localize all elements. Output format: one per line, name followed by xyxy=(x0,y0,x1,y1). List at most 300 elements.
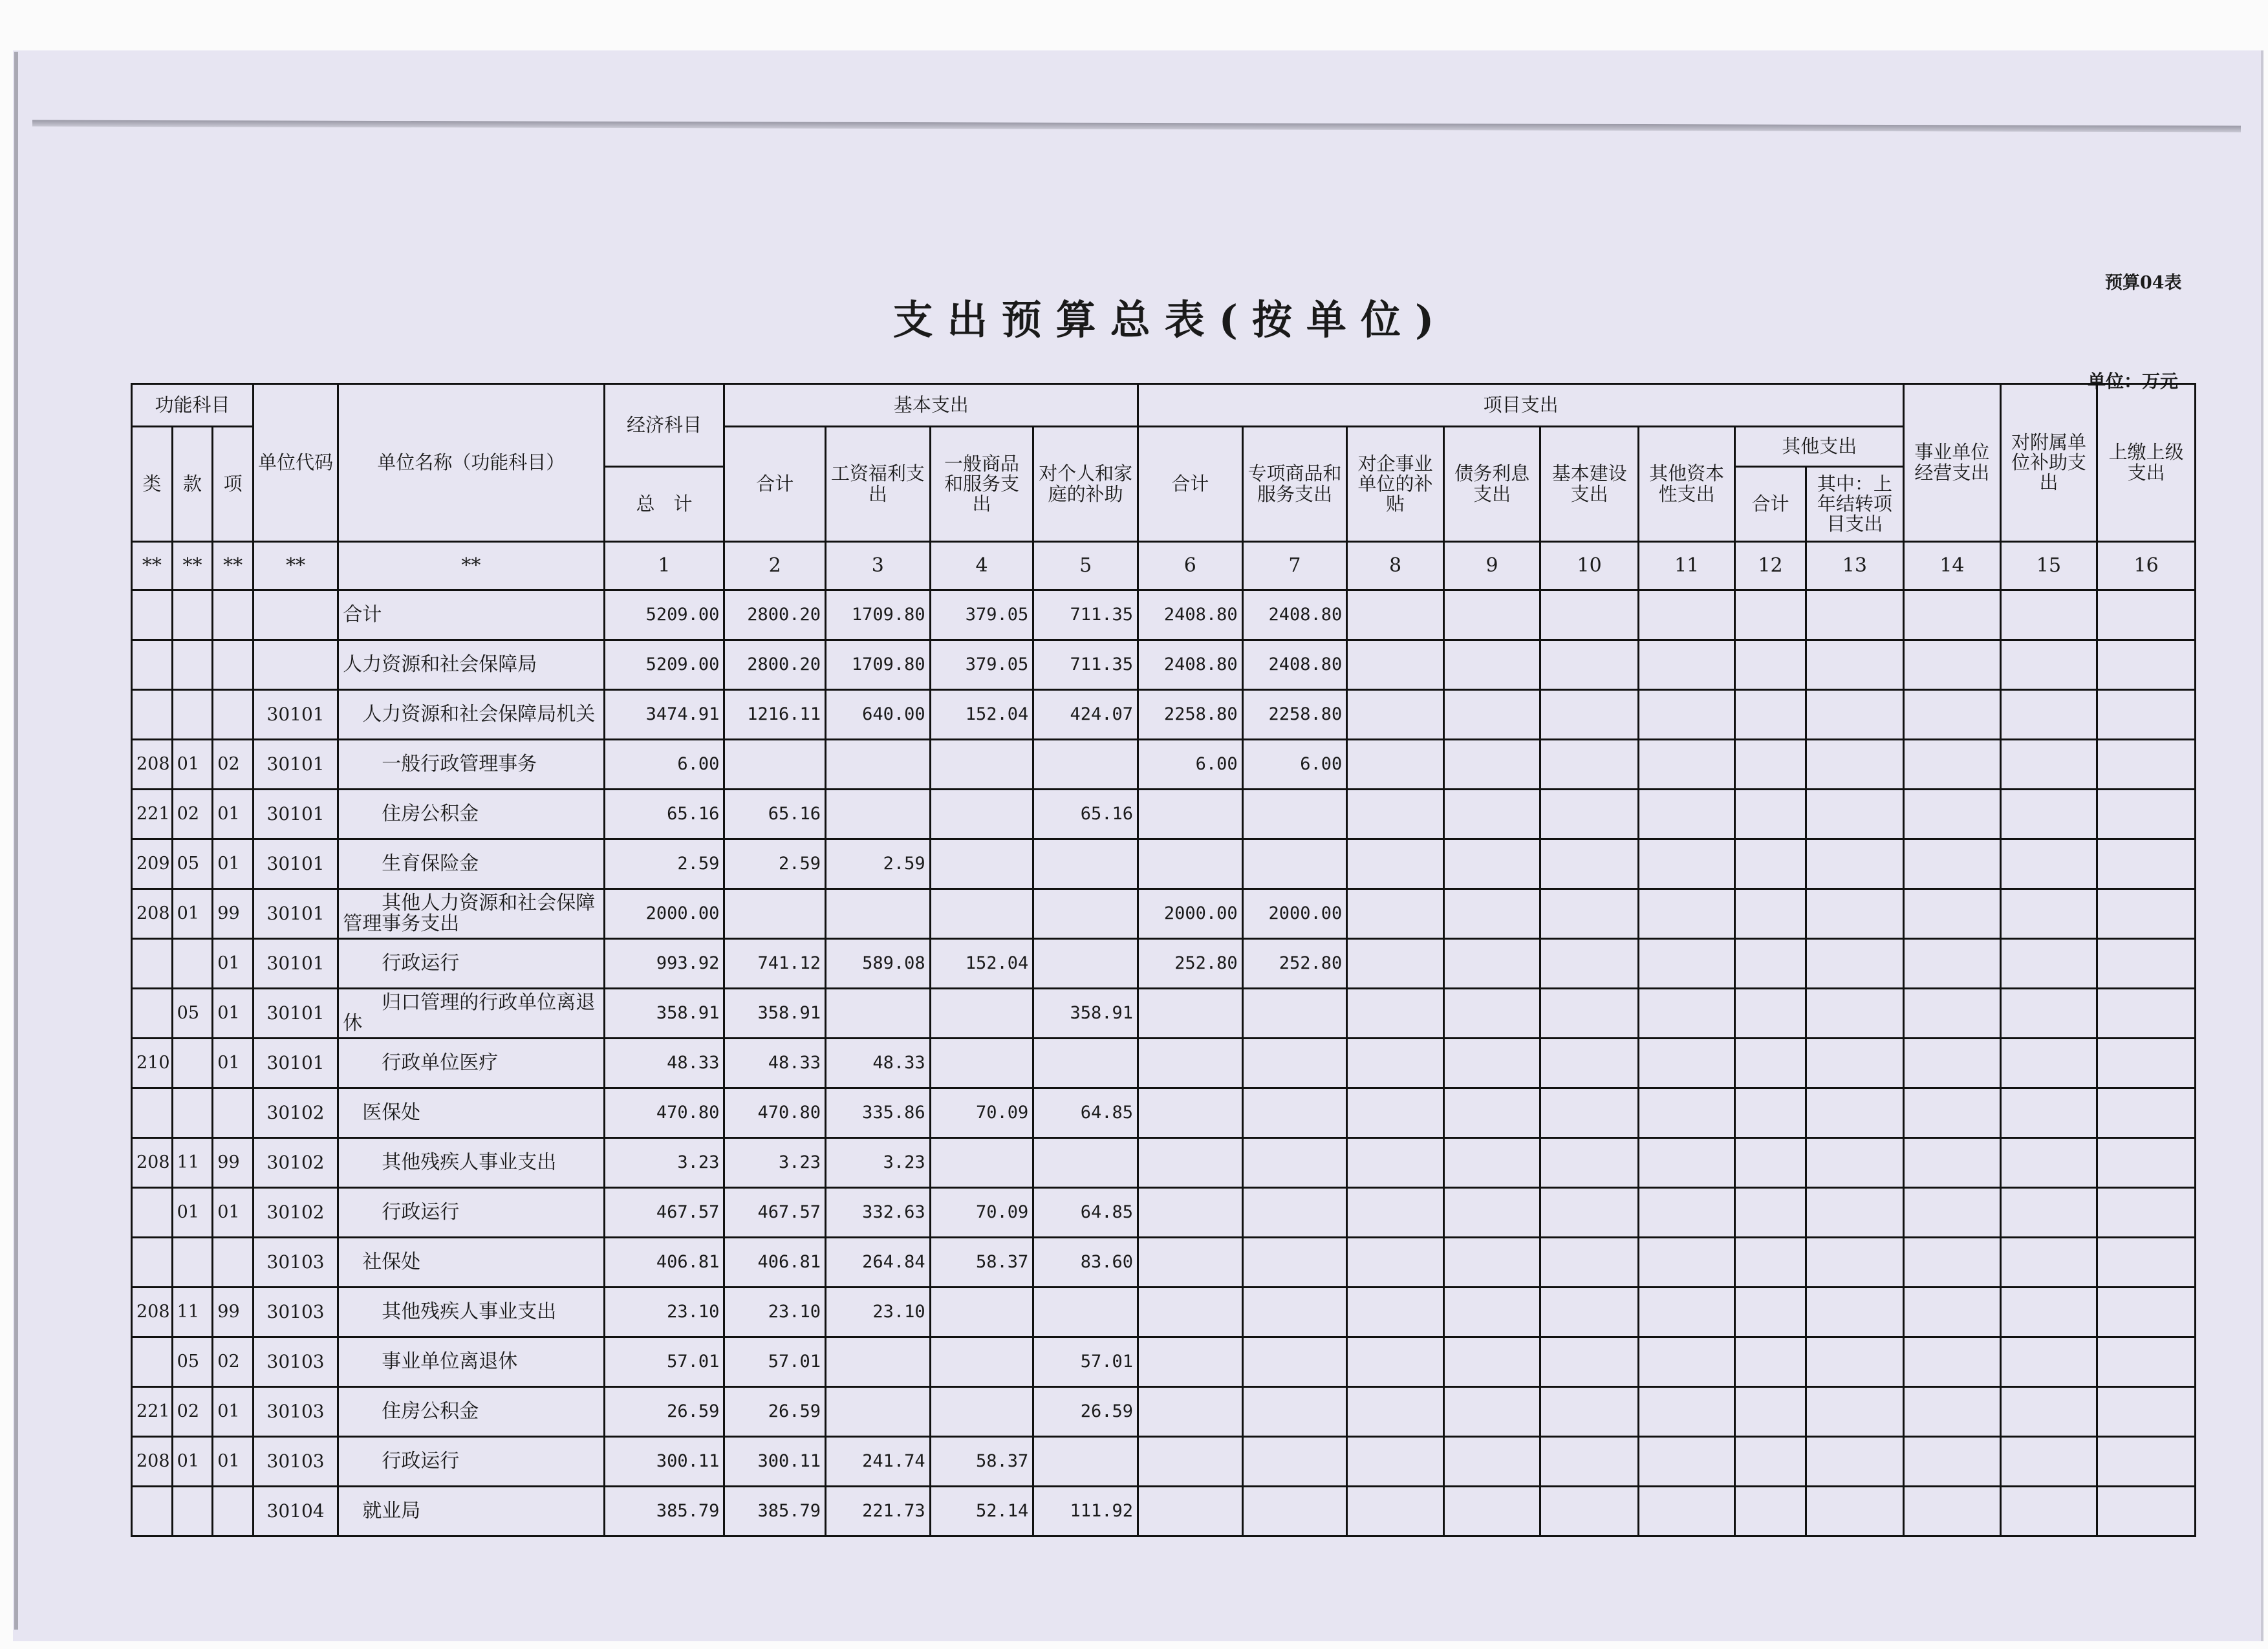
empty-cell xyxy=(1806,1088,1904,1138)
unit-code-cell: 30102 xyxy=(253,1088,338,1138)
empty-cell xyxy=(1347,839,1444,889)
special-goods-cell xyxy=(1242,1437,1347,1487)
kuan-cell: 05 xyxy=(172,839,213,889)
empty-cell xyxy=(2000,939,2097,989)
empty-cell xyxy=(1443,790,1540,839)
empty-cell xyxy=(1347,939,1444,989)
goods-services-cell: 52.14 xyxy=(930,1487,1033,1536)
total-cell: 3474.91 xyxy=(604,690,724,740)
empty-cell xyxy=(2097,740,2196,790)
lei-cell xyxy=(132,939,173,989)
salary-cell: 3.23 xyxy=(826,1138,931,1188)
empty-cell xyxy=(1540,1437,1639,1487)
column-index-cell: 4 xyxy=(930,542,1033,590)
unit-label: 单位：万元 xyxy=(2088,371,2179,392)
salary-cell: 48.33 xyxy=(826,1039,931,1088)
unit-name-cell: 事业单位离退休 xyxy=(338,1337,604,1387)
total-cell: 2.59 xyxy=(604,839,724,889)
lei-cell: 208 xyxy=(132,889,173,939)
empty-cell xyxy=(1443,1288,1540,1337)
kuan-cell: 01 xyxy=(172,1188,213,1238)
empty-cell xyxy=(1347,740,1444,790)
salary-cell xyxy=(826,1387,931,1437)
empty-cell xyxy=(1347,1487,1444,1536)
empty-cell xyxy=(1347,1288,1444,1337)
xiang-header: 项 xyxy=(213,427,254,542)
basic-sum-cell: 2800.20 xyxy=(724,590,826,640)
unit-name-cell: 就业局 xyxy=(338,1487,604,1536)
xiang-cell: 01 xyxy=(213,1188,254,1238)
empty-cell xyxy=(1735,690,1806,740)
empty-cell xyxy=(1540,1288,1639,1337)
kuan-cell: 05 xyxy=(172,1337,213,1387)
empty-cell xyxy=(1347,790,1444,839)
empty-cell xyxy=(1638,790,1735,839)
empty-cell xyxy=(2097,640,2196,690)
lei-cell xyxy=(132,640,173,690)
empty-cell xyxy=(2097,1188,2196,1238)
construction-header: 基本建设支出 xyxy=(1540,427,1639,542)
unit-name-cell: 归口管理的行政单位离退休 xyxy=(338,989,604,1039)
salary-cell: 23.10 xyxy=(826,1288,931,1337)
budget-table xyxy=(131,383,2196,1537)
column-index-cell: ** xyxy=(253,542,338,590)
lei-cell: 221 xyxy=(132,1387,173,1437)
project-sum-cell: 2000.00 xyxy=(1138,889,1242,939)
empty-cell xyxy=(1904,1088,2001,1138)
personal-subsidy-cell: 65.16 xyxy=(1033,790,1138,839)
empty-cell xyxy=(1540,740,1639,790)
table-row xyxy=(132,690,2196,740)
goods-services-cell: 379.05 xyxy=(930,590,1033,640)
empty-cell xyxy=(2097,839,2196,889)
unit-name-cell: 行政运行 xyxy=(338,1188,604,1238)
empty-cell xyxy=(1347,1039,1444,1088)
empty-cell xyxy=(2000,690,2097,740)
empty-cell xyxy=(1806,1337,1904,1387)
empty-cell xyxy=(1904,1039,2001,1088)
xiang-cell: 01 xyxy=(213,1437,254,1487)
econ-subject-header: 经济科目 xyxy=(604,384,724,467)
personal-subsidy-cell: 711.35 xyxy=(1033,590,1138,640)
column-index-cell: 8 xyxy=(1347,542,1444,590)
lei-cell xyxy=(132,1238,173,1288)
xiang-cell: 01 xyxy=(213,1387,254,1437)
kuan-cell xyxy=(172,1088,213,1138)
special-goods-cell: 252.80 xyxy=(1242,939,1347,989)
empty-cell xyxy=(2000,590,2097,640)
table-row xyxy=(132,1487,2196,1536)
personal-subsidy-cell: 358.91 xyxy=(1033,989,1138,1039)
salary-cell: 221.73 xyxy=(826,1487,931,1536)
table-row xyxy=(132,590,2196,640)
xiang-cell xyxy=(213,1238,254,1288)
other-capital-header: 其他资本性支出 xyxy=(1638,427,1735,542)
basic-sum-cell: 2.59 xyxy=(724,839,826,889)
basic-sum-cell: 57.01 xyxy=(724,1337,826,1387)
special-goods-cell xyxy=(1242,1238,1347,1288)
table-row xyxy=(132,1387,2196,1437)
empty-cell xyxy=(1806,839,1904,889)
project-sum-cell xyxy=(1138,1238,1242,1288)
unit-code-cell: 30102 xyxy=(253,1188,338,1238)
empty-cell xyxy=(1638,690,1735,740)
empty-cell xyxy=(1735,740,1806,790)
basic-sum-cell: 300.11 xyxy=(724,1437,826,1487)
empty-cell xyxy=(1347,590,1444,640)
table-row xyxy=(132,939,2196,989)
empty-cell xyxy=(1347,1138,1444,1188)
empty-cell xyxy=(1904,1487,2001,1536)
empty-cell xyxy=(1443,839,1540,889)
special-goods-cell xyxy=(1242,1288,1347,1337)
salary-cell: 589.08 xyxy=(826,939,931,989)
salary-cell: 2.59 xyxy=(826,839,931,889)
kuan-cell xyxy=(172,939,213,989)
unit-name-cell: 其他残疾人事业支出 xyxy=(338,1138,604,1188)
xiang-cell: 01 xyxy=(213,839,254,889)
empty-cell xyxy=(1735,1288,1806,1337)
column-index-cell: 10 xyxy=(1540,542,1639,590)
empty-cell xyxy=(1735,1387,1806,1437)
empty-cell xyxy=(1806,1288,1904,1337)
empty-cell xyxy=(1347,889,1444,939)
empty-cell xyxy=(1806,640,1904,690)
empty-cell xyxy=(1806,590,1904,640)
project-sum-cell xyxy=(1138,1337,1242,1387)
special-goods-cell xyxy=(1242,1337,1347,1387)
unit-code-cell: 30101 xyxy=(253,989,338,1039)
personal-subsidy-cell: 57.01 xyxy=(1033,1337,1138,1387)
kuan-cell: 02 xyxy=(172,1387,213,1437)
goods-services-cell xyxy=(930,889,1033,939)
empty-cell xyxy=(1443,889,1540,939)
project-sum-cell xyxy=(1138,839,1242,889)
lei-cell: 210 xyxy=(132,1039,173,1088)
empty-cell xyxy=(1904,1138,2001,1188)
empty-cell xyxy=(1806,690,1904,740)
total-cell: 57.01 xyxy=(604,1337,724,1387)
kuan-cell: 01 xyxy=(172,740,213,790)
project-sum-cell xyxy=(1138,1288,1242,1337)
personal-subsidy-cell xyxy=(1033,939,1138,989)
empty-cell xyxy=(1638,740,1735,790)
personal-subsidy-cell xyxy=(1033,889,1138,939)
empty-cell xyxy=(1540,1387,1639,1437)
empty-cell xyxy=(1735,1337,1806,1387)
empty-cell xyxy=(1904,1238,2001,1288)
empty-cell xyxy=(2097,1039,2196,1088)
empty-cell xyxy=(2097,1337,2196,1387)
goods-services-cell: 70.09 xyxy=(930,1188,1033,1238)
basic-sum-cell: 1216.11 xyxy=(724,690,826,740)
personal-subsidy-cell: 26.59 xyxy=(1033,1387,1138,1437)
goods-services-cell: 152.04 xyxy=(930,939,1033,989)
basic-sum-cell: 470.80 xyxy=(724,1088,826,1138)
total-cell: 48.33 xyxy=(604,1039,724,1088)
personal-subsidy-cell xyxy=(1033,839,1138,889)
unit-code-cell xyxy=(253,640,338,690)
empty-cell xyxy=(1735,590,1806,640)
basic-sum-cell: 3.23 xyxy=(724,1138,826,1188)
table-row xyxy=(132,1238,2196,1288)
empty-cell xyxy=(1904,889,2001,939)
basic-sum-cell: 26.59 xyxy=(724,1387,826,1437)
project-expenditure-header: 项目支出 xyxy=(1138,384,1903,427)
empty-cell xyxy=(2000,640,2097,690)
debt-interest-header: 债务利息支出 xyxy=(1443,427,1540,542)
goods-services-header: 一般商品和服务支出 xyxy=(930,427,1033,542)
goods-services-cell xyxy=(930,790,1033,839)
xiang-cell: 01 xyxy=(213,790,254,839)
kuan-cell xyxy=(172,1238,213,1288)
empty-cell xyxy=(1904,1188,2001,1238)
total-cell: 26.59 xyxy=(604,1387,724,1437)
special-goods-cell xyxy=(1242,1138,1347,1188)
empty-cell xyxy=(1638,1088,1735,1138)
empty-cell xyxy=(2000,1138,2097,1188)
empty-cell xyxy=(1443,1039,1540,1088)
unit-code-cell: 30103 xyxy=(253,1288,338,1337)
table-row xyxy=(132,1039,2196,1088)
empty-cell xyxy=(1735,1138,1806,1188)
empty-cell xyxy=(1347,1387,1444,1437)
special-goods-cell xyxy=(1242,1387,1347,1437)
unit-name-cell: 人力资源和社会保障局机关 xyxy=(338,690,604,740)
column-index-row xyxy=(132,542,2196,590)
unit-code-cell: 30101 xyxy=(253,1039,338,1088)
kuan-cell xyxy=(172,690,213,740)
empty-cell xyxy=(1638,590,1735,640)
basic-sum-cell: 467.57 xyxy=(724,1188,826,1238)
empty-cell xyxy=(1904,839,2001,889)
unit-name-cell: 行政运行 xyxy=(338,1437,604,1487)
column-index-cell: 11 xyxy=(1638,542,1735,590)
empty-cell xyxy=(1904,1288,2001,1337)
project-sum-cell: 252.80 xyxy=(1138,939,1242,989)
unit-code-cell: 30103 xyxy=(253,1387,338,1437)
empty-cell xyxy=(2000,1487,2097,1536)
total-cell: 3.23 xyxy=(604,1138,724,1188)
empty-cell xyxy=(2097,1238,2196,1288)
total-cell: 406.81 xyxy=(604,1238,724,1288)
empty-cell xyxy=(1806,889,1904,939)
empty-cell xyxy=(1638,1437,1735,1487)
kuan-cell: 11 xyxy=(172,1138,213,1188)
empty-cell xyxy=(2097,889,2196,939)
goods-services-cell xyxy=(930,989,1033,1039)
empty-cell xyxy=(1735,640,1806,690)
unit-name-cell: 其他残疾人事业支出 xyxy=(338,1288,604,1337)
kuan-cell: 01 xyxy=(172,889,213,939)
basic-sum-cell: 385.79 xyxy=(724,1487,826,1536)
empty-cell xyxy=(1904,1387,2001,1437)
empty-cell xyxy=(1735,989,1806,1039)
empty-cell xyxy=(1806,1238,1904,1288)
column-index-cell: 5 xyxy=(1033,542,1138,590)
lei-cell xyxy=(132,1088,173,1138)
empty-cell xyxy=(1443,740,1540,790)
basic-sum-cell: 23.10 xyxy=(724,1288,826,1337)
unit-code-cell: 30101 xyxy=(253,889,338,939)
project-sum-cell xyxy=(1138,1437,1242,1487)
table-row xyxy=(132,1337,2196,1387)
empty-cell xyxy=(1443,1188,1540,1238)
business-expenditure-header: 事业单位经营支出 xyxy=(1904,384,2001,542)
basic-sum-cell xyxy=(724,740,826,790)
salary-cell xyxy=(826,989,931,1039)
empty-cell xyxy=(2000,889,2097,939)
kuan-cell: 11 xyxy=(172,1288,213,1337)
empty-cell xyxy=(2000,1238,2097,1288)
empty-cell xyxy=(1638,1337,1735,1387)
personal-subsidy-cell: 111.92 xyxy=(1033,1487,1138,1536)
lei-cell: 209 xyxy=(132,839,173,889)
basic-sum-cell xyxy=(724,889,826,939)
unit-name-cell: 一般行政管理事务 xyxy=(338,740,604,790)
lei-cell: 208 xyxy=(132,1437,173,1487)
xiang-cell: 02 xyxy=(213,740,254,790)
total-cell: 470.80 xyxy=(604,1088,724,1138)
column-index-cell: ** xyxy=(132,542,173,590)
salary-cell: 264.84 xyxy=(826,1238,931,1288)
empty-cell xyxy=(2000,1188,2097,1238)
empty-cell xyxy=(2000,740,2097,790)
basic-sum-cell: 741.12 xyxy=(724,939,826,989)
empty-cell xyxy=(2000,839,2097,889)
project-sum-cell xyxy=(1138,1088,1242,1138)
unit-code-cell: 30101 xyxy=(253,939,338,989)
xiang-cell: 99 xyxy=(213,889,254,939)
empty-cell xyxy=(2097,1437,2196,1487)
column-index-cell: 2 xyxy=(724,542,826,590)
goods-services-cell xyxy=(930,1288,1033,1337)
superior-payment-header: 上缴上级支出 xyxy=(2097,384,2196,542)
empty-cell xyxy=(2097,1387,2196,1437)
total-cell: 358.91 xyxy=(604,989,724,1039)
affiliated-subsidy-header: 对附属单位补助支出 xyxy=(2000,384,2097,542)
column-index-cell: ** xyxy=(338,542,604,590)
empty-cell xyxy=(1638,1188,1735,1238)
empty-cell xyxy=(1638,640,1735,690)
empty-cell xyxy=(2000,1288,2097,1337)
empty-cell xyxy=(1443,590,1540,640)
column-index-cell: 1 xyxy=(604,542,724,590)
empty-cell xyxy=(2000,1088,2097,1138)
empty-cell xyxy=(1735,889,1806,939)
total-cell: 65.16 xyxy=(604,790,724,839)
total-cell: 5209.00 xyxy=(604,640,724,690)
empty-cell xyxy=(1540,790,1639,839)
empty-cell xyxy=(1347,1188,1444,1238)
empty-cell xyxy=(1347,640,1444,690)
kuan-cell: 02 xyxy=(172,790,213,839)
unit-name-cell: 行政单位医疗 xyxy=(338,1039,604,1088)
empty-cell xyxy=(1638,1288,1735,1337)
empty-cell xyxy=(1806,1138,1904,1188)
empty-cell xyxy=(1443,1487,1540,1536)
unit-name-cell: 住房公积金 xyxy=(338,1387,604,1437)
project-sum-cell xyxy=(1138,1387,1242,1437)
project-sum-cell: 6.00 xyxy=(1138,740,1242,790)
salary-cell xyxy=(826,790,931,839)
unit-code-cell xyxy=(253,590,338,640)
salary-cell xyxy=(826,1337,931,1387)
total-cell: 385.79 xyxy=(604,1487,724,1536)
empty-cell xyxy=(1904,640,2001,690)
total-cell: 2000.00 xyxy=(604,889,724,939)
unit-code-cell: 30101 xyxy=(253,790,338,839)
other-sum-header: 合计 xyxy=(1735,467,1806,542)
empty-cell xyxy=(1347,989,1444,1039)
empty-cell xyxy=(1806,939,1904,989)
empty-cell xyxy=(1806,740,1904,790)
personal-subsidy-cell: 424.07 xyxy=(1033,690,1138,740)
goods-services-cell xyxy=(930,1039,1033,1088)
column-index-cell: 3 xyxy=(826,542,931,590)
project-sum-cell xyxy=(1138,1039,1242,1088)
special-goods-cell xyxy=(1242,989,1347,1039)
xiang-cell: 99 xyxy=(213,1288,254,1337)
empty-cell xyxy=(2097,1088,2196,1138)
empty-cell xyxy=(1735,1238,1806,1288)
unit-code-cell: 30102 xyxy=(253,1138,338,1188)
special-goods-cell xyxy=(1242,790,1347,839)
page-title: 支出预算总表(按单位) xyxy=(892,296,1449,343)
basic-sum-cell: 358.91 xyxy=(724,989,826,1039)
column-index-cell: 16 xyxy=(2097,542,2196,590)
empty-cell xyxy=(1806,1188,1904,1238)
empty-cell xyxy=(1347,1088,1444,1138)
basic-sum-cell: 65.16 xyxy=(724,790,826,839)
empty-cell xyxy=(1540,590,1639,640)
salary-cell: 1709.80 xyxy=(826,640,931,690)
basic-expenditure-header: 基本支出 xyxy=(724,384,1138,427)
empty-cell xyxy=(1806,1387,1904,1437)
total-header: 总 计 xyxy=(604,467,724,542)
xiang-cell xyxy=(213,1487,254,1536)
xiang-cell: 01 xyxy=(213,989,254,1039)
empty-cell xyxy=(2000,989,2097,1039)
kuan-cell xyxy=(172,590,213,640)
lei-cell: 208 xyxy=(132,1288,173,1337)
empty-cell xyxy=(1638,1387,1735,1437)
total-cell: 300.11 xyxy=(604,1437,724,1487)
personal-subsidy-cell xyxy=(1033,740,1138,790)
empty-cell xyxy=(1904,1437,2001,1487)
other-expenditure-header: 其他支出 xyxy=(1735,427,1904,467)
goods-services-cell xyxy=(930,1337,1033,1387)
empty-cell xyxy=(1638,1487,1735,1536)
special-goods-cell xyxy=(1242,1039,1347,1088)
personal-subsidy-cell xyxy=(1033,1039,1138,1088)
empty-cell xyxy=(1904,939,2001,989)
unit-name-cell: 住房公积金 xyxy=(338,790,604,839)
table-row xyxy=(132,640,2196,690)
project-sum-header: 合计 xyxy=(1138,427,1242,542)
unit-name-cell: 生育保险金 xyxy=(338,839,604,889)
empty-cell xyxy=(1735,1088,1806,1138)
empty-cell xyxy=(1443,1138,1540,1188)
func-subject-header: 功能科目 xyxy=(132,384,254,427)
basic-sum-header: 合计 xyxy=(724,427,826,542)
empty-cell xyxy=(1735,1188,1806,1238)
basic-sum-cell: 406.81 xyxy=(724,1238,826,1288)
goods-services-cell xyxy=(930,740,1033,790)
kuan-cell xyxy=(172,640,213,690)
column-index-cell: ** xyxy=(213,542,254,590)
unit-code-cell: 30101 xyxy=(253,690,338,740)
